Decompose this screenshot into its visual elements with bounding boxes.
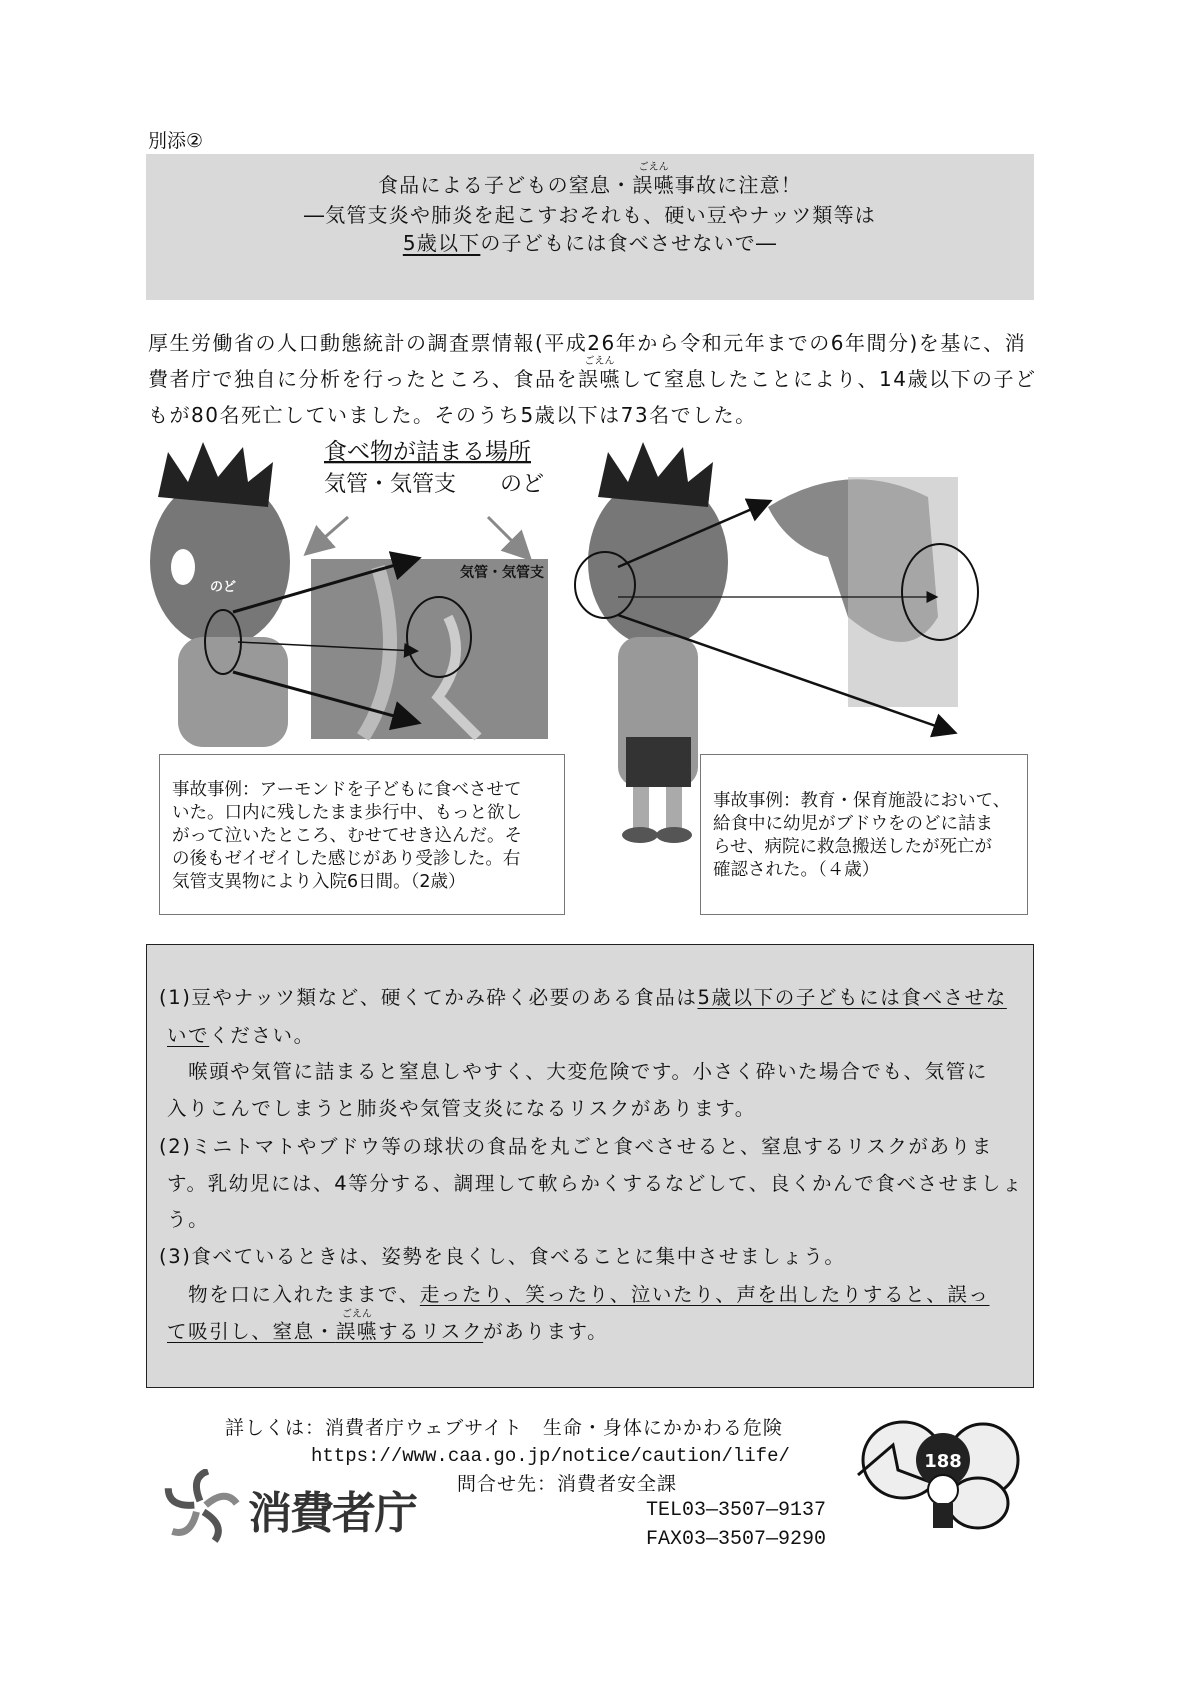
case-line: 事故事例：教育・保育施設において、	[713, 791, 1011, 811]
caa-logo	[160, 1469, 432, 1545]
accident-case-2	[700, 754, 1028, 915]
caution-line	[167, 1309, 609, 1343]
inset-trachea	[311, 559, 548, 739]
illustration-title: 食べ物が詰まる場所	[324, 439, 531, 465]
case-line: がって泣いたところ、むせてせき込んだ。そ	[172, 826, 522, 846]
text-segment: す。乳幼児には、4等分する、調理して軟らかくするなどして、良くかんで食べさせましょ	[167, 1172, 1024, 1195]
details-text: 詳しくは：消費者庁ウェブサイト 生命・身体にかかわる危険	[225, 1417, 783, 1439]
caution-box	[146, 944, 1034, 1388]
text-segment: 喉頭や気管に詰まると窒息しやすく、大変危険です。小さく砕いた場合でも、気管に	[167, 1060, 988, 1083]
label-tongue: 舌	[742, 508, 755, 522]
mascot-butterfly-icon	[853, 1415, 1021, 1534]
ruby-reading: ごえん	[638, 162, 669, 173]
text-segment: ―気管支炎や肺炎を起こすおそれも、硬い豆やナッツ類等は	[304, 203, 876, 227]
ruby-word: 誤嚥 ごえん	[632, 162, 675, 197]
tel-number: TEL03―3507―9137	[646, 1499, 827, 1522]
caution-line	[159, 1136, 993, 1158]
text-segment: 費者庁で独自に分析を行ったところ、食品を	[148, 367, 578, 391]
text-segment: があります。	[483, 1320, 609, 1343]
title-banner	[146, 154, 1034, 300]
illustration-subtitle-left: 気管・気管支	[324, 472, 457, 497]
case-line: 給食中に幼児がブドウをのどに詰ま	[713, 814, 993, 834]
contact-text: 問合せ先：消費者安全課	[457, 1473, 678, 1495]
case-line: 気管支異物により入院6日間。（2歳）	[172, 872, 466, 892]
case-line: 事故事例：アーモンドを子どもに食べさせて	[172, 780, 522, 800]
text-segment: もが80名死亡していました。そのうち5歳以下は73名でした。	[148, 403, 757, 427]
accident-case-1	[159, 754, 565, 915]
illustration-subtitle-right: のど	[500, 472, 545, 497]
caution-line	[167, 1025, 315, 1047]
mascot-number: 188	[924, 1451, 962, 1472]
case-line: 確認された。（４歳）	[713, 860, 880, 880]
caution-line	[159, 1246, 846, 1268]
ruby-word: 誤嚥 ごえん	[578, 356, 621, 391]
text-segment: (1)豆やナッツ類など、硬くてかみ砕く必要のある食品は	[159, 986, 698, 1009]
case-line: の後もゼイゼイした感じがあり受診した。右	[172, 849, 521, 869]
mascot-188	[853, 1415, 1021, 1534]
text-segment: 厚生労働省の人口動態統計の調査票情報(平成26年から令和元年までの6年間分)を基に、消	[148, 331, 1027, 355]
text-segment: して窒息したことにより、14歳以下の子ど	[621, 367, 1037, 391]
caution-line	[167, 1173, 1023, 1195]
text-segment: 5歳以下	[402, 231, 481, 255]
ruby-reading: ごえん	[584, 356, 615, 367]
website-link[interactable]: https://www.caa.go.jp/notice/caution/life/	[311, 1445, 790, 1467]
intro-line	[148, 332, 1026, 354]
intro-line	[148, 404, 757, 426]
text-segment: (2)ミニトマトやブドウ等の球状の食品を丸ごと食べさせると、窒息するリスクがありま	[159, 1135, 993, 1158]
attachment-label: 別添②	[148, 130, 204, 152]
text-segment: 物を口に入れたままで、	[167, 1283, 420, 1306]
caution-line	[167, 1284, 990, 1306]
title-line	[146, 232, 1034, 254]
caution-line	[159, 987, 1007, 1009]
intro-line	[148, 356, 1037, 391]
text-segment: て吸引し、窒息・	[167, 1320, 336, 1343]
caution-line	[167, 1209, 209, 1231]
text-segment: するリスク	[378, 1320, 484, 1343]
text-segment: 5歳以下の子どもには食べさせな	[697, 986, 1007, 1009]
text-segment: う。	[167, 1208, 210, 1231]
text-segment: いで	[167, 1024, 210, 1047]
case-line: いた。口内に残したまま歩行中、もっと欲し	[172, 803, 522, 823]
case-line: らせ、病院に救急搬送したが死亡が	[713, 837, 992, 857]
label-trachea: 気管・気管支	[460, 565, 544, 581]
caa-logo-icon	[160, 1469, 240, 1545]
text-segment: ください。	[209, 1024, 315, 1047]
text-segment: 入りこんでしまうと肺炎や気管支炎になるリスクがあります。	[167, 1097, 756, 1120]
fax-number: FAX03―3507―9290	[646, 1528, 827, 1551]
text-segment: 走ったり、笑ったり、泣いたり、声を出したりすると、誤っ	[419, 1283, 990, 1306]
caution-line	[167, 1061, 988, 1083]
caa-logo-text: 消費者庁	[248, 1488, 416, 1539]
caution-line	[167, 1098, 756, 1120]
ruby-word: 誤嚥 ごえん	[335, 1309, 379, 1343]
title-line	[146, 204, 1034, 226]
title-line	[146, 162, 1034, 197]
text-segment: の子どもには食べさせないで―	[480, 231, 778, 255]
label-throat: のど	[210, 580, 237, 595]
ruby-reading: ごえん	[341, 1309, 372, 1320]
text-segment: 食品による子どもの窒息・	[377, 173, 633, 197]
text-segment: (3)食べているときは、姿勢を良くし、食べることに集中させましょう。	[159, 1245, 846, 1268]
text-segment: 事故に注意！	[674, 173, 802, 197]
choking-illustration	[148, 437, 1032, 917]
